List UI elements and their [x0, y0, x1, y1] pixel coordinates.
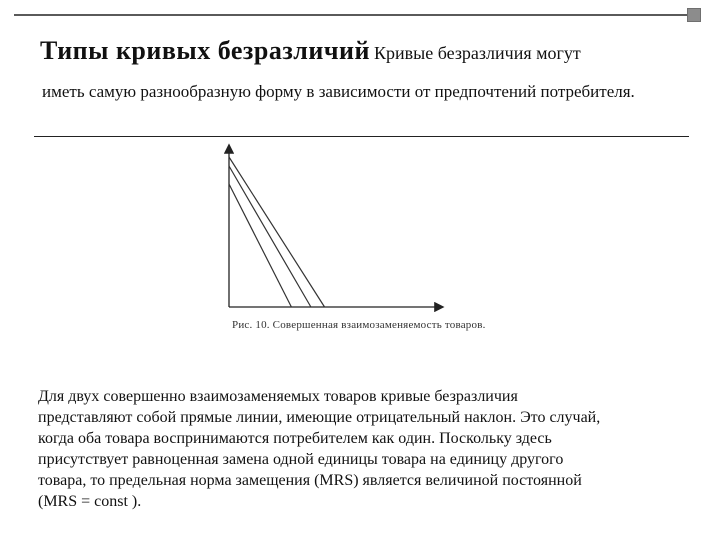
body-paragraph — [38, 386, 698, 512]
body-line: (MRS = const ). — [38, 493, 142, 510]
horizontal-rule — [34, 136, 689, 137]
title-continuation: Кривые безразличия могут — [373, 43, 581, 63]
indifference-curves-chart — [210, 140, 510, 340]
indifference-curve-2 — [229, 166, 311, 307]
subtitle-text: иметь самую разнообразную форму в зависимости от предпочтений потребителя. — [42, 82, 635, 101]
slide-title: Типы кривых безразличий — [40, 36, 370, 65]
top-border-line — [14, 14, 687, 16]
body-line: представляют собой прямые линии, имеющие отрицательный наклон. Это случай, — [38, 409, 601, 426]
body-line: когда оба товара воспринимаются потребителем как один. Поскольку здесь — [38, 430, 552, 447]
indifference-curve-3 — [229, 157, 325, 307]
body-line: товара, то предельная норма замещения (MRS) является величиной постоянной — [38, 472, 582, 489]
title-block — [40, 38, 700, 68]
body-line: присутствует равноценная замена одной единицы товара на единицу другого — [38, 451, 564, 468]
figure-caption: Рис. 10. Совершенная взаимозаменяемость товаров. — [232, 319, 486, 331]
corner-square-icon — [687, 8, 701, 22]
body-line: Для двух совершенно взаимозаменяемых товаров кривые безразличия — [38, 388, 518, 405]
indifference-curve-1 — [229, 184, 291, 307]
